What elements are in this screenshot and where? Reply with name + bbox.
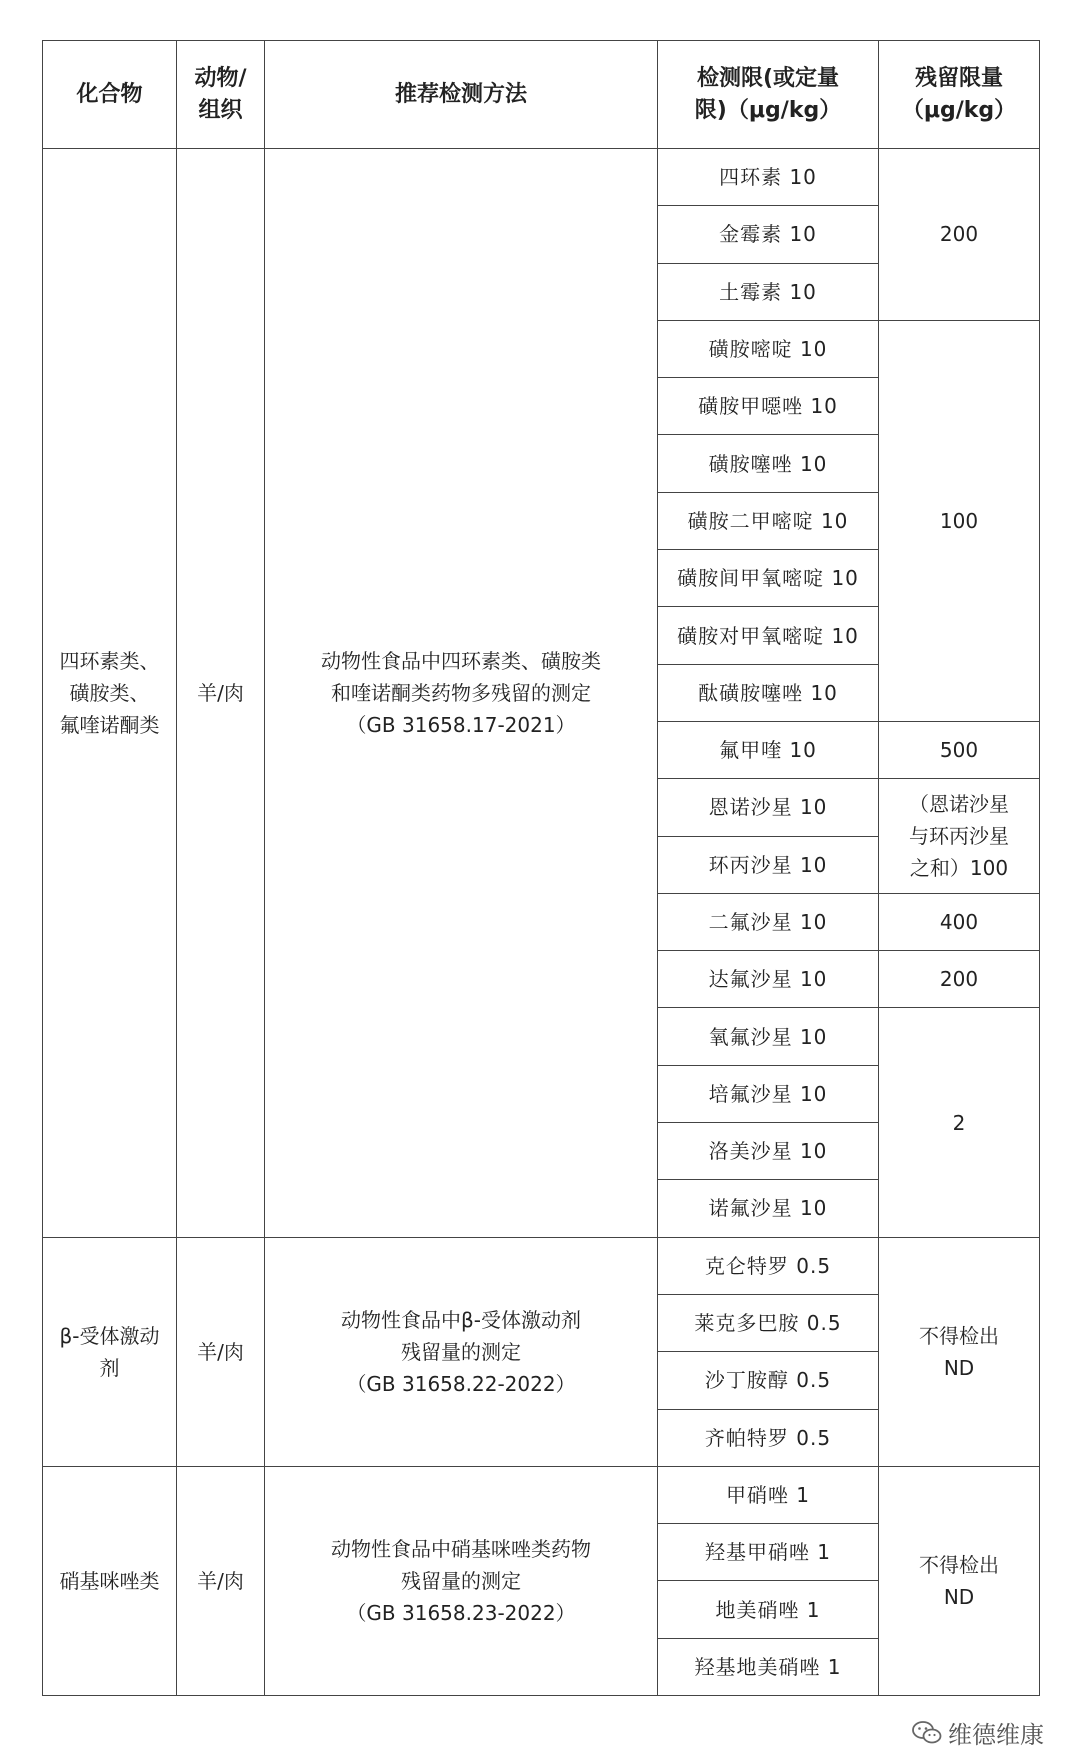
detection-limit-cell: 地美硝唑 1 (658, 1581, 879, 1638)
detection-limit-cell: 甲硝唑 1 (658, 1466, 879, 1523)
table-row (43, 149, 1040, 206)
detection-limit-cell: 金霉素 10 (658, 206, 879, 263)
method-cell: 动物性食品中β-受体激动剂 残留量的测定 （GB 31658.22-2022） (265, 1237, 658, 1466)
watermark-text: 维德维康 (948, 1721, 1044, 1749)
detection-limit-cell: 磺胺二甲嘧啶 10 (658, 492, 879, 549)
table-header-row (43, 41, 1040, 149)
detection-limit-cell: 酞磺胺噻唑 10 (658, 664, 879, 721)
account-watermark (912, 1715, 1044, 1750)
residue-limit-cell: 400 (879, 893, 1040, 950)
detection-limit-cell: 磺胺甲噁唑 10 (658, 378, 879, 435)
detection-limit-cell: 氧氟沙星 10 (658, 1008, 879, 1065)
wechat-icon (912, 1720, 942, 1746)
detection-limit-cell: 培氟沙星 10 (658, 1065, 879, 1122)
detection-limit-cell: 达氟沙星 10 (658, 951, 879, 1008)
residue-limit-table (42, 40, 1040, 1696)
residue-limit-cell: 200 (879, 149, 1040, 321)
tissue-cell: 羊/肉 (177, 149, 265, 1238)
compound-cell: 四环素类、 磺胺类、 氟喹诺酮类 (43, 149, 177, 1238)
detection-limit-cell: 磺胺嘧啶 10 (658, 320, 879, 377)
tissue-cell: 羊/肉 (177, 1237, 265, 1466)
detection-limit-cell: 齐帕特罗 0.5 (658, 1409, 879, 1466)
residue-limit-cell: 500 (879, 721, 1040, 778)
table-row (43, 1466, 1040, 1523)
detection-limit-cell: 洛美沙星 10 (658, 1123, 879, 1180)
detection-limit-cell: 四环素 10 (658, 149, 879, 206)
compound-cell: β-受体激动 剂 (43, 1237, 177, 1466)
detection-limit-cell: 磺胺噻唑 10 (658, 435, 879, 492)
residue-limit-cell: （恩诺沙星 与环丙沙星 之和）100 (879, 779, 1040, 894)
detection-limit-cell: 磺胺对甲氧嘧啶 10 (658, 607, 879, 664)
detection-limit-cell: 诺氟沙星 10 (658, 1180, 879, 1237)
residue-limit-cell: 不得检出 ND (879, 1466, 1040, 1695)
method-cell: 动物性食品中硝基咪唑类药物 残留量的测定 （GB 31658.23-2022） (265, 1466, 658, 1695)
detection-limit-cell: 恩诺沙星 10 (658, 779, 879, 836)
header-residue-limit: 残留限量 （μg/kg） (879, 41, 1040, 149)
header-detection-limit: 检测限(或定量 限)（μg/kg） (658, 41, 879, 149)
residue-limit-cell: 200 (879, 951, 1040, 1008)
header-compound: 化合物 (43, 41, 177, 149)
detection-limit-cell: 莱克多巴胺 0.5 (658, 1294, 879, 1351)
residue-limit-cell: 100 (879, 320, 1040, 721)
table-row (43, 1237, 1040, 1294)
detection-limit-cell: 羟基甲硝唑 1 (658, 1524, 879, 1581)
residue-limit-cell: 不得检出 ND (879, 1237, 1040, 1466)
detection-limit-cell: 克仑特罗 0.5 (658, 1237, 879, 1294)
detection-limit-cell: 沙丁胺醇 0.5 (658, 1352, 879, 1409)
detection-limit-cell: 羟基地美硝唑 1 (658, 1638, 879, 1695)
detection-limit-cell: 氟甲喹 10 (658, 721, 879, 778)
detection-limit-cell: 二氟沙星 10 (658, 893, 879, 950)
compound-cell: 硝基咪唑类 (43, 1466, 177, 1695)
tissue-cell: 羊/肉 (177, 1466, 265, 1695)
header-method: 推荐检测方法 (265, 41, 658, 149)
method-cell: 动物性食品中四环素类、磺胺类 和喹诺酮类药物多残留的测定 （GB 31658.17-2021） (265, 149, 658, 1238)
header-animal-tissue: 动物/ 组织 (177, 41, 265, 149)
detection-limit-cell: 环丙沙星 10 (658, 836, 879, 893)
residue-limit-cell: 2 (879, 1008, 1040, 1237)
detection-limit-cell: 磺胺间甲氧嘧啶 10 (658, 550, 879, 607)
detection-limit-cell: 土霉素 10 (658, 263, 879, 320)
